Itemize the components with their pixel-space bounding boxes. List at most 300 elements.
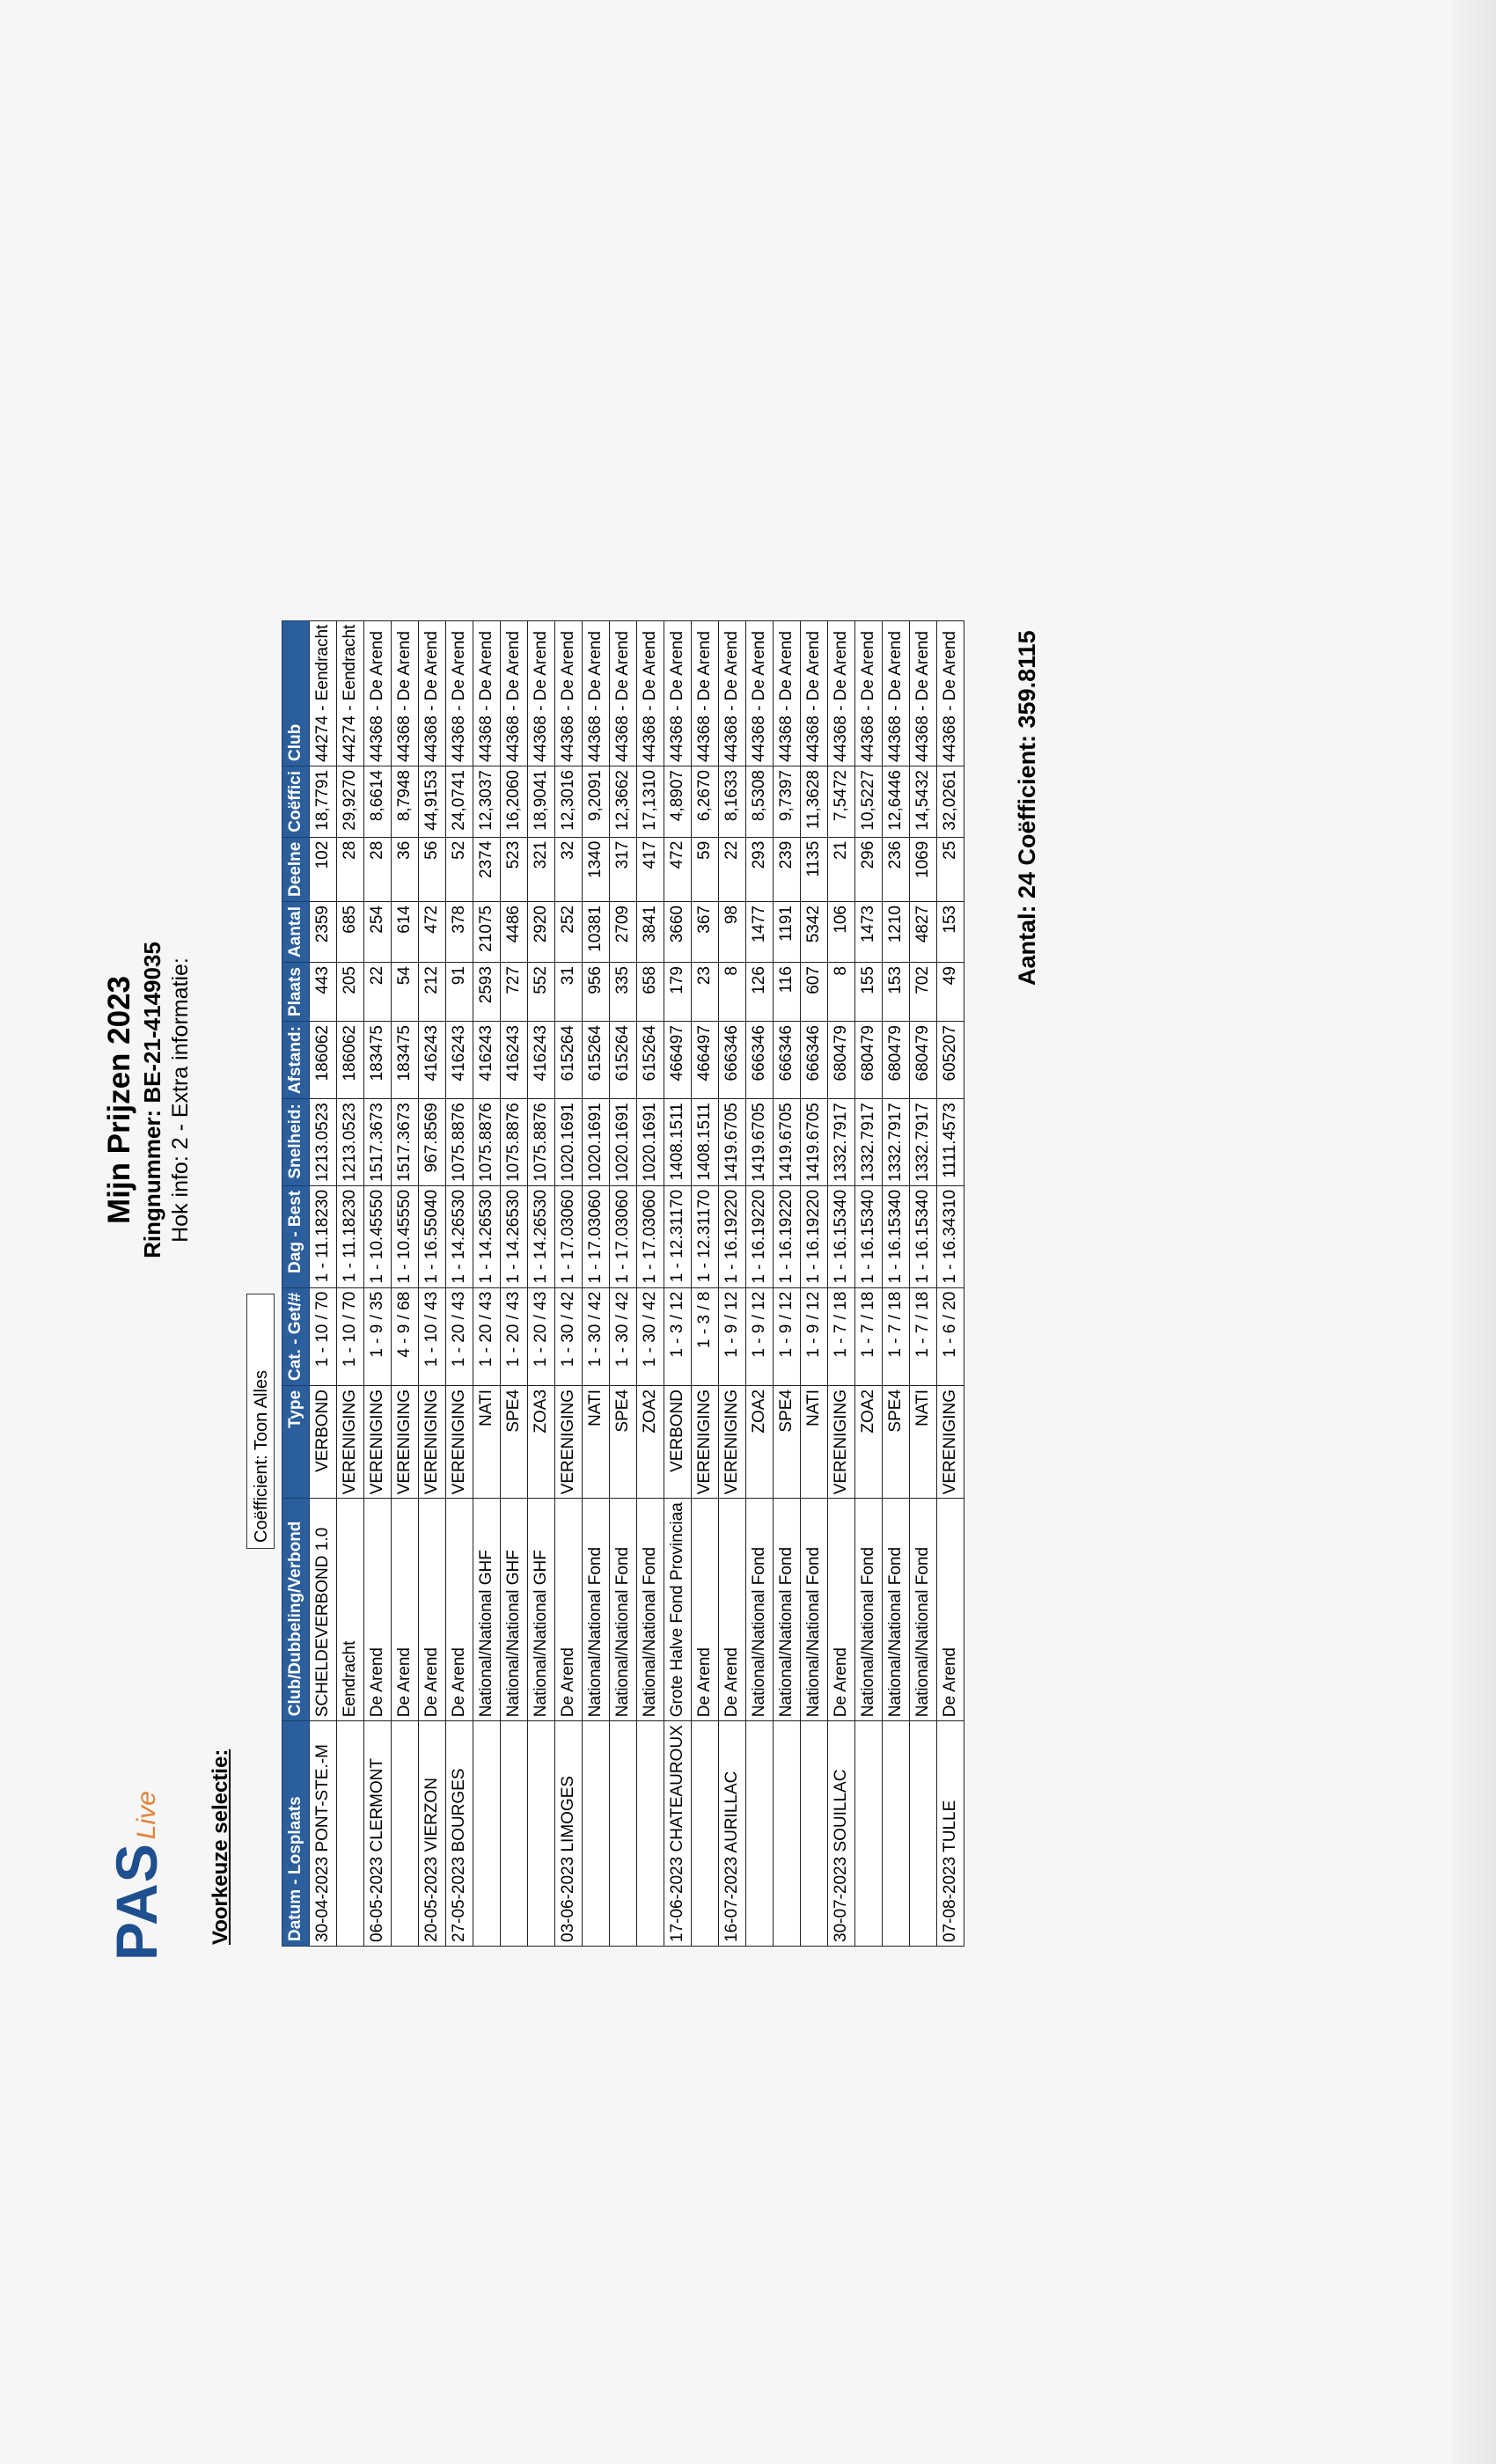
table-cell: 416243 [419, 1022, 446, 1099]
table-cell: 44368 - De Arend [664, 620, 692, 766]
table-cell: 44368 - De Arend [637, 620, 664, 766]
table-cell [692, 1721, 719, 1947]
table-cell: VERBOND [664, 1385, 692, 1498]
table-cell: 680479 [855, 1022, 883, 1099]
table-cell: 1408.1511 [664, 1099, 692, 1186]
table-cell: 44368 - De Arend [801, 620, 828, 766]
table-cell: 2920 [528, 902, 555, 963]
table-cell: 4486 [501, 902, 528, 963]
table-cell: 1 - 10 / 70 [337, 1287, 364, 1385]
table-cell: 12,3037 [473, 766, 501, 838]
results-table-wrap [282, 620, 964, 1947]
column-header: Afstand: [282, 1022, 310, 1099]
table-cell [392, 1721, 419, 1947]
table-cell: 24,0741 [446, 766, 473, 838]
table-cell: 27-05-2023 BOURGES [446, 1721, 473, 1947]
table-cell: 21 [828, 837, 855, 901]
table-cell: 44368 - De Arend [446, 620, 473, 766]
table-cell: 1340 [583, 837, 610, 901]
table-cell: 32 [555, 837, 583, 901]
table-cell: NATI [473, 1385, 501, 1498]
table-cell: 367 [692, 902, 719, 963]
table-cell: Grote Halve Fond Provinciaa [664, 1499, 692, 1721]
table-cell: 1 - 16.15340 [883, 1185, 910, 1287]
table-cell: 8,1633 [719, 766, 746, 838]
table-cell: 102 [310, 837, 337, 901]
table-cell: 54 [392, 963, 419, 1022]
table-cell: 44274 - Eendracht [337, 620, 364, 766]
table-cell: 1 - 16.19220 [774, 1185, 801, 1287]
table-cell: 16-07-2023 AURILLAC [719, 1721, 746, 1947]
table-cell: 1 - 9 / 12 [801, 1287, 828, 1385]
table-cell: 20-05-2023 VIERZON [419, 1721, 446, 1947]
table-cell: 317 [610, 837, 637, 901]
table-row [555, 620, 583, 1946]
table-cell: De Arend [392, 1499, 419, 1721]
table-cell: 4,8907 [664, 766, 692, 838]
table-cell: 1 - 16.34310 [937, 1185, 964, 1287]
table-cell: 1 - 9 / 12 [746, 1287, 774, 1385]
table-cell: 44368 - De Arend [392, 620, 419, 766]
table-cell: 44368 - De Arend [364, 620, 392, 766]
table-cell: 1075.8876 [446, 1099, 473, 1186]
table-cell: 25 [937, 837, 964, 901]
table-cell: 1517.3673 [364, 1099, 392, 1186]
table-cell: 44368 - De Arend [746, 620, 774, 766]
table-cell: 44368 - De Arend [910, 620, 937, 766]
table-cell: 607 [801, 963, 828, 1022]
table-cell [883, 1721, 910, 1947]
column-header: Deelne [282, 837, 310, 901]
table-cell: 615264 [610, 1022, 637, 1099]
table-cell: 658 [637, 963, 664, 1022]
table-cell: 44274 - Eendracht [310, 620, 337, 766]
table-cell: VERENIGING [419, 1385, 446, 1498]
table-cell: 1 - 14.26530 [501, 1185, 528, 1287]
table-cell: 1 - 16.19220 [801, 1185, 828, 1287]
table-cell: 666346 [719, 1022, 746, 1099]
table-row [310, 620, 337, 1946]
table-cell: 1 - 14.26530 [473, 1185, 501, 1287]
table-cell: De Arend [555, 1499, 583, 1721]
table-row [501, 620, 528, 1946]
table-cell: ZOA2 [855, 1385, 883, 1498]
table-cell: VERENIGING [364, 1385, 392, 1498]
table-cell: De Arend [364, 1499, 392, 1721]
table-row [337, 620, 364, 1946]
table-cell: 44368 - De Arend [501, 620, 528, 766]
table-row [855, 620, 883, 1946]
table-cell: 1 - 3 / 8 [692, 1287, 719, 1385]
table-cell: 1 - 9 / 12 [774, 1287, 801, 1385]
table-cell: 21075 [473, 902, 501, 963]
table-cell: 523 [501, 837, 528, 901]
table-cell: ZOA3 [528, 1385, 555, 1498]
table-body [310, 620, 964, 1946]
table-cell: 1332.7917 [910, 1099, 937, 1186]
table-cell: 44368 - De Arend [555, 620, 583, 766]
table-cell: 44368 - De Arend [692, 620, 719, 766]
table-cell: 36 [392, 837, 419, 901]
table-cell: 44368 - De Arend [419, 620, 446, 766]
table-cell: 472 [419, 902, 446, 963]
table-cell: 1 - 20 / 43 [473, 1287, 501, 1385]
table-cell: 30-04-2023 PONT-STE.-M [310, 1721, 337, 1947]
table-cell: 1473 [855, 902, 883, 963]
table-cell: 1 - 20 / 43 [528, 1287, 555, 1385]
table-cell: 17-06-2023 CHATEAUROUX [664, 1721, 692, 1947]
table-cell: 10381 [583, 902, 610, 963]
table-cell: 44368 - De Arend [828, 620, 855, 766]
table-cell: 727 [501, 963, 528, 1022]
table-cell: National/National Fond [774, 1499, 801, 1721]
ring-number: Ringnummer: BE-21-4149035 [139, 942, 165, 1258]
table-cell: 14,5432 [910, 766, 937, 838]
table-cell: De Arend [828, 1499, 855, 1721]
summary-line: Aantal: 24 Coëfficient: 359.8115 [1014, 630, 1040, 986]
table-cell: 1075.8876 [501, 1099, 528, 1186]
table-cell: 49 [937, 963, 964, 1022]
table-cell: VERENIGING [555, 1385, 583, 1498]
table-cell: 1 - 9 / 12 [719, 1287, 746, 1385]
table-cell: 153 [883, 963, 910, 1022]
table-cell: 28 [364, 837, 392, 901]
table-cell: National/National Fond [637, 1499, 664, 1721]
table-row [446, 620, 473, 1946]
table-cell: National/National Fond [910, 1499, 937, 1721]
table-cell: 29,9270 [337, 766, 364, 838]
table-cell: 10,5227 [855, 766, 883, 838]
table-cell: 32,0261 [937, 766, 964, 838]
page-title: Mijn Prijzen 2023 [102, 975, 136, 1225]
table-cell: 1213.0523 [337, 1099, 364, 1186]
table-cell: National/National Fond [610, 1499, 637, 1721]
table-cell: 615264 [637, 1022, 664, 1099]
table-row [637, 620, 664, 1946]
table-cell: 22 [364, 963, 392, 1022]
table-cell: 1075.8876 [473, 1099, 501, 1186]
table-cell: 1 - 11.18230 [337, 1185, 364, 1287]
table-cell: De Arend [719, 1499, 746, 1721]
table-cell: 1 - 17.03060 [610, 1185, 637, 1287]
table-cell: 1020.1691 [555, 1099, 583, 1186]
table-cell: VERBOND [310, 1385, 337, 1498]
table-cell: Eendracht [337, 1499, 364, 1721]
table-cell: De Arend [937, 1499, 964, 1721]
table-cell: 23 [692, 963, 719, 1022]
table-cell: National/National GHF [501, 1499, 528, 1721]
table-cell: 03-06-2023 LIMOGES [555, 1721, 583, 1947]
column-header: Aantal [282, 902, 310, 963]
table-row [719, 620, 746, 1946]
table-row [583, 620, 610, 1946]
table-cell: NATI [583, 1385, 610, 1498]
table-cell: 1 - 14.26530 [446, 1185, 473, 1287]
table-cell: 3660 [664, 902, 692, 963]
table-cell: 44368 - De Arend [528, 620, 555, 766]
table-cell: 28 [337, 837, 364, 901]
table-cell [637, 1721, 664, 1947]
table-cell: 1 - 16.15340 [855, 1185, 883, 1287]
table-cell: 472 [664, 837, 692, 901]
table-cell: 3841 [637, 902, 664, 963]
table-cell: 1419.6705 [774, 1099, 801, 1186]
table-cell: SPE4 [610, 1385, 637, 1498]
table-cell: 956 [583, 963, 610, 1022]
table-cell: 1 - 30 / 42 [610, 1287, 637, 1385]
table-cell: 52 [446, 837, 473, 901]
column-header: Club [282, 620, 310, 766]
table-cell: 56 [419, 837, 446, 901]
table-cell: 6,2670 [692, 766, 719, 838]
table-cell: VERENIGING [392, 1385, 419, 1498]
table-cell: VERENIGING [828, 1385, 855, 1498]
table-cell: 1332.7917 [855, 1099, 883, 1186]
table-cell: 416243 [501, 1022, 528, 1099]
table-cell: National/National Fond [746, 1499, 774, 1721]
table-cell: 106 [828, 902, 855, 963]
table-cell: 666346 [774, 1022, 801, 1099]
logo-main-text: PAS [104, 1843, 169, 1961]
column-header: Datum - Losplaats [282, 1721, 310, 1947]
table-cell: 466497 [692, 1022, 719, 1099]
table-cell: SPE4 [774, 1385, 801, 1498]
table-cell: 44368 - De Arend [719, 620, 746, 766]
table-cell: NATI [910, 1385, 937, 1498]
table-cell: 1111.4573 [937, 1099, 964, 1186]
table-cell: 153 [937, 902, 964, 963]
logo-sub-text: Live [132, 1791, 161, 1840]
table-cell: 8 [828, 963, 855, 1022]
table-cell: 186062 [337, 1022, 364, 1099]
table-cell: ZOA2 [637, 1385, 664, 1498]
table-row [746, 620, 774, 1946]
table-cell: 239 [774, 837, 801, 901]
table-cell: 416243 [473, 1022, 501, 1099]
table-row [364, 620, 392, 1946]
table-cell: 1477 [746, 902, 774, 963]
table-cell [610, 1721, 637, 1947]
table-cell: 680479 [910, 1022, 937, 1099]
table-cell: 59 [692, 837, 719, 901]
results-table [282, 620, 964, 1947]
table-cell: 1020.1691 [583, 1099, 610, 1186]
table-cell: 296 [855, 837, 883, 901]
table-cell [774, 1721, 801, 1947]
table-cell: 1 - 17.03060 [583, 1185, 610, 1287]
table-cell: 1332.7917 [828, 1099, 855, 1186]
table-cell: VERENIGING [446, 1385, 473, 1498]
table-cell: 293 [746, 837, 774, 901]
table-cell: 1135 [801, 837, 828, 901]
table-cell: 186062 [310, 1022, 337, 1099]
table-cell: 16,2060 [501, 766, 528, 838]
table-cell: 1419.6705 [719, 1099, 746, 1186]
table-cell: NATI [801, 1385, 828, 1498]
table-cell: 335 [610, 963, 637, 1022]
table-cell: VERENIGING [337, 1385, 364, 1498]
table-cell: 44368 - De Arend [937, 620, 964, 766]
table-cell: 1 - 16.19220 [746, 1185, 774, 1287]
table-cell [801, 1721, 828, 1947]
table-cell: 1 - 30 / 42 [637, 1287, 664, 1385]
table-cell: 1 - 7 / 18 [828, 1287, 855, 1385]
table-cell: 2374 [473, 837, 501, 901]
table-cell: 1020.1691 [637, 1099, 664, 1186]
table-cell: 8,7948 [392, 766, 419, 838]
table-cell: 18,9041 [528, 766, 555, 838]
column-header: Type [282, 1385, 310, 1498]
table-row [801, 620, 828, 1946]
table-row [828, 620, 855, 1946]
coefficient-select[interactable]: Coëfficient: Toon Alles [246, 1294, 275, 1549]
table-cell: 615264 [555, 1022, 583, 1099]
column-header: Cat. - Get/# [282, 1287, 310, 1385]
hok-info: Hok info: 2 - Extra informatie: [168, 957, 193, 1243]
table-cell: 1 - 10 / 43 [419, 1287, 446, 1385]
table-cell: 1 - 16.15340 [828, 1185, 855, 1287]
table-cell: 44368 - De Arend [774, 620, 801, 766]
table-cell: 680479 [828, 1022, 855, 1099]
table-cell: 212 [419, 963, 446, 1022]
table-cell: 666346 [801, 1022, 828, 1099]
table-cell: 443 [310, 963, 337, 1022]
table-cell: 8,5308 [746, 766, 774, 838]
table-cell: 2359 [310, 902, 337, 963]
table-cell: National/National Fond [801, 1499, 828, 1721]
table-row [774, 620, 801, 1946]
table-cell: 22 [719, 837, 746, 901]
table-cell: 30-07-2023 SOUILLAC [828, 1721, 855, 1947]
table-cell: 967.8569 [419, 1099, 446, 1186]
table-cell: 44,9153 [419, 766, 446, 838]
table-cell: National/National Fond [583, 1499, 610, 1721]
table-cell: 1069 [910, 837, 937, 901]
table-cell: 11,3628 [801, 766, 828, 838]
table-row [883, 620, 910, 1946]
column-header: Coëffici [282, 766, 310, 838]
table-cell: 18,7791 [310, 766, 337, 838]
table-cell: 1 - 10.45550 [364, 1185, 392, 1287]
table-cell: ZOA2 [746, 1385, 774, 1498]
table-header-row [282, 620, 310, 1946]
table-cell [910, 1721, 937, 1947]
table-cell: 126 [746, 963, 774, 1022]
table-cell: 1332.7917 [883, 1099, 910, 1186]
column-header: Dag - Best [282, 1185, 310, 1287]
table-cell: De Arend [419, 1499, 446, 1721]
table-cell: 1 - 17.03060 [637, 1185, 664, 1287]
table-cell: 1075.8876 [528, 1099, 555, 1186]
table-cell: 1 - 10.45550 [392, 1185, 419, 1287]
table-cell: 685 [337, 902, 364, 963]
table-cell: 378 [446, 902, 473, 963]
table-cell: 07-08-2023 TULLE [937, 1721, 964, 1947]
table-cell: 12,6446 [883, 766, 910, 838]
table-row [610, 620, 637, 1946]
voorkeuze-label: Voorkeuze selectie: [209, 1749, 232, 1945]
table-cell: SPE4 [883, 1385, 910, 1498]
table-cell [501, 1721, 528, 1947]
table-cell: 680479 [883, 1022, 910, 1099]
table-cell: 466497 [664, 1022, 692, 1099]
table-cell [473, 1721, 501, 1947]
table-cell [746, 1721, 774, 1947]
table-cell: 605207 [937, 1022, 964, 1099]
table-row [664, 620, 692, 1946]
table-cell: 417 [637, 837, 664, 901]
table-cell: 5342 [801, 902, 828, 963]
header-block [101, 827, 194, 1373]
table-cell: 702 [910, 963, 937, 1022]
table-cell: VERENIGING [692, 1385, 719, 1498]
table-cell: 44368 - De Arend [610, 620, 637, 766]
table-cell: 1408.1511 [692, 1099, 719, 1186]
table-cell: 2593 [473, 963, 501, 1022]
table-cell: 44368 - De Arend [473, 620, 501, 766]
table-cell: 1020.1691 [610, 1099, 637, 1186]
table-row [937, 620, 964, 1946]
table-cell: 06-05-2023 CLERMONT [364, 1721, 392, 1947]
table-cell: 31 [555, 963, 583, 1022]
table-cell: 416243 [528, 1022, 555, 1099]
table-cell: 1 - 11.18230 [310, 1185, 337, 1287]
table-cell: 416243 [446, 1022, 473, 1099]
table-cell: 254 [364, 902, 392, 963]
table-cell: 8 [719, 963, 746, 1022]
table-row [692, 620, 719, 1946]
table-cell: 4827 [910, 902, 937, 963]
table-cell: 236 [883, 837, 910, 901]
table-cell: 7,5472 [828, 766, 855, 838]
table-cell [583, 1721, 610, 1947]
table-cell: 1213.0523 [310, 1099, 337, 1186]
table-cell: 666346 [746, 1022, 774, 1099]
table-cell: 1 - 10 / 70 [310, 1287, 337, 1385]
table-cell: 1 - 16.15340 [910, 1185, 937, 1287]
table-cell: National/National Fond [883, 1499, 910, 1721]
table-cell: 44368 - De Arend [855, 620, 883, 766]
table-cell: 1 - 20 / 43 [501, 1287, 528, 1385]
table-cell: National/National GHF [528, 1499, 555, 1721]
table-cell: SCHELDEVERBOND 1.0 [310, 1499, 337, 1721]
table-cell: 205 [337, 963, 364, 1022]
table-cell: 614 [392, 902, 419, 963]
table-cell: 1 - 12.31170 [664, 1185, 692, 1287]
pas-live-logo [104, 1791, 169, 1961]
table-cell [528, 1721, 555, 1947]
table-cell: 44368 - De Arend [883, 620, 910, 766]
table-cell: 8,6614 [364, 766, 392, 838]
table-cell: 1210 [883, 902, 910, 963]
table-cell: 1 - 16.55040 [419, 1185, 446, 1287]
table-cell: SPE4 [501, 1385, 528, 1498]
table-cell: 17,1310 [637, 766, 664, 838]
table-cell: 1 - 7 / 18 [910, 1287, 937, 1385]
table-cell: 2709 [610, 902, 637, 963]
table-row [473, 620, 501, 1946]
table-cell: 321 [528, 837, 555, 901]
table-cell: 12,3016 [555, 766, 583, 838]
table-cell: 9,7397 [774, 766, 801, 838]
table-cell: 9,2091 [583, 766, 610, 838]
table-row [528, 620, 555, 1946]
table-cell: 1 - 30 / 42 [583, 1287, 610, 1385]
table-cell: 98 [719, 902, 746, 963]
table-cell: 1 - 9 / 35 [364, 1287, 392, 1385]
table-cell: 116 [774, 963, 801, 1022]
table-cell: 1 - 7 / 18 [855, 1287, 883, 1385]
